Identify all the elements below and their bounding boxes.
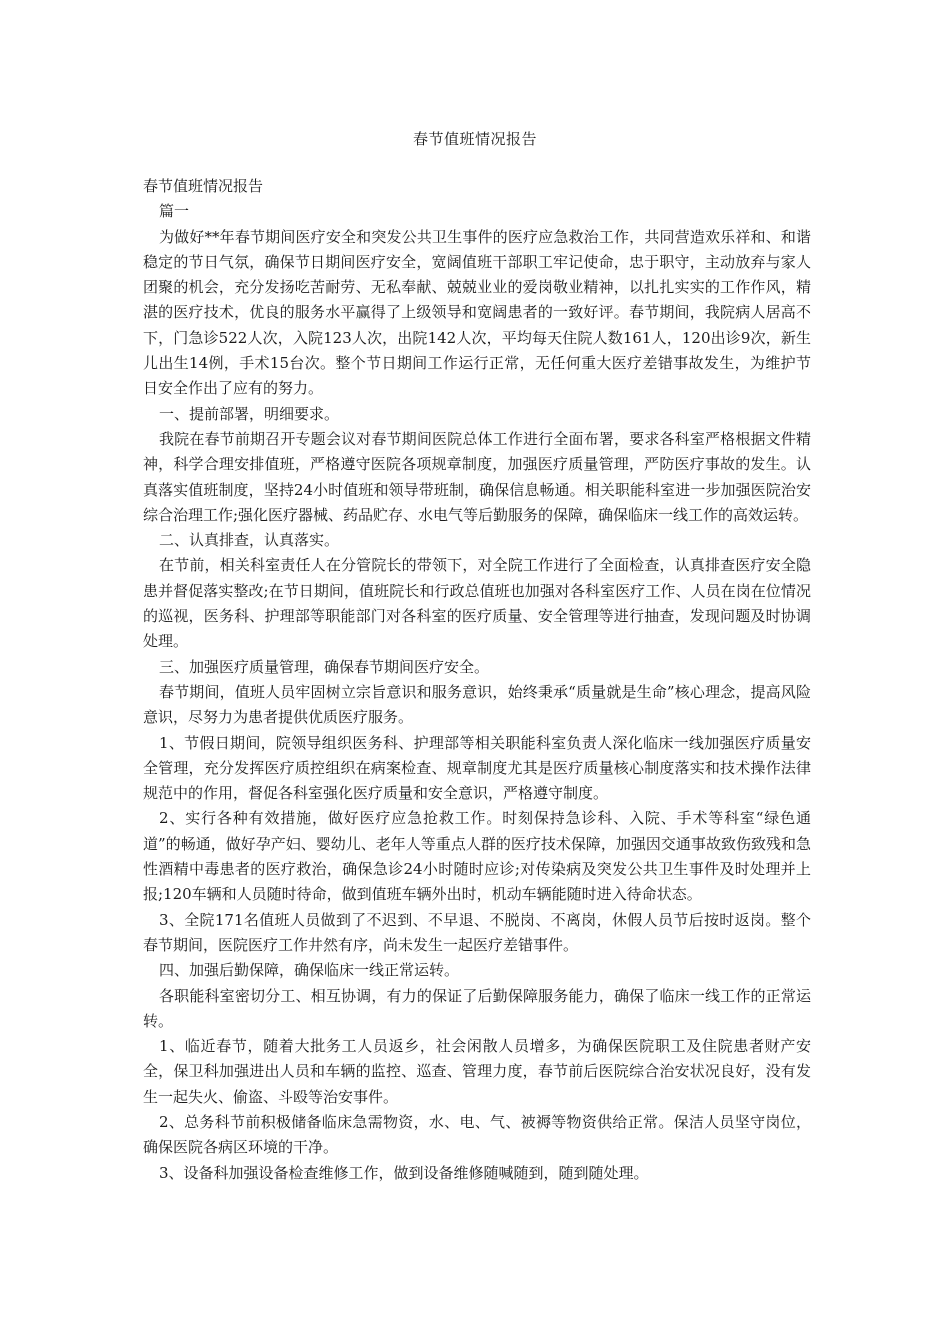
page-title: 春节值班情况报告 (412, 130, 537, 148)
list-item: 1、节假日期间，院领导组织医务科、护理部等相关职能科室负责人深化临床一线加强医疗质量安全管理，充分发挥医疗质控组织在病案检查、规章制度尤其是医疗质量核心制度落实和技术操作法律规范中的作用，督促各科室强化医疗质量和安全意识，严格遵守制度。 (143, 733, 811, 803)
list-item: 2、总务科节前积极储备临床急需物资，水、电、气、被褥等物资供给正常。保洁人员坚守岗位，确保医院各病区环境的干净。 (143, 1112, 811, 1157)
paragraph: 春节期间，值班人员牢固树立宗旨意识和服务意识，始终秉承“质量就是生命”核心理念，提高风险意识，尽努力为患者提供优质医疗服务。 (143, 682, 811, 727)
section-heading-4: 四、加强后勤保障，确保临床一线正常运转。 (159, 961, 460, 980)
list-item: 3、全院171名值班人员做到了不迟到、不早退、不脱岗、不离岗，休假人员节后按时返岗。整个春节期间，医院医疗工作井然有序，尚未发生一起医疗差错事件。 (143, 910, 811, 954)
section-heading-3: 三、加强医疗质量管理，确保春节期间医疗安全。 (159, 657, 490, 676)
list-item: 1、临近春节，随着大批务工人员返乡，社会闲散人员增多，为确保医院职工及住院患者财产安全，保卫科加强进出人员和车辆的监控、巡查、管理力度，春节前后医院综合治安状况良好，没有发生一起失火、偷盗、斗殴等治安事件。 (143, 1037, 811, 1106)
document-subtitle: 春节值班情况报告 (143, 177, 264, 195)
list-item: 3、设备科加强设备检查维修工作，做到设备维修随喊随到，随到随处理。 (159, 1163, 649, 1182)
paragraph: 我院在春节前期召开专题会议对春节期间医院总体工作进行全面布署，要求各科室严格根据文件精神，科学合理安排值班，严格遵守医院各项规章制度，加强医疗质量管理，严防医疗事故的发生。认真落实值班制度，坚持24小时值班和领导带班制，确保信息畅通。相关职能科室进一步加强医院治安综合治理工作;强化医疗器械、药品贮存、水电气等后勤服务的保障，确保临床一线工作的高效运转。 (143, 429, 811, 524)
paragraph-intro: 为做好**年春节期间医疗安全和突发公共卫生事件的医疗应急救治工作，共同营造欢乐祥和、和谐稳定的节日气氛，确保节日期间医疗安全，宽阔值班干部职工牢记使命，忠于职守，主动放弃与家人团聚的机会，充分发扬吃苦耐劳、无私奉献、兢兢业业的爱岗敬业精神，以扎扎实实的工作作风，精湛的医疗技术，优良的服务水平赢得了上级领导和宽阔患者的一致好评。春节期间，我院病人居高不下，门急诊522人次，入院123人次，出院142人次，平均每天住院人数161人，120出诊9次，新生儿出生14例，手术15台次。整个节日期间工作运行正常，无任何重大医疗差错事故发生，为维护节日安全作出了应有的努力。 (143, 227, 811, 398)
section-heading-1: 一、提前部署，明细要求。 (159, 404, 340, 423)
document-body (143, 174, 811, 1186)
section-heading-2: 二、认真排查，认真落实。 (159, 531, 340, 550)
chapter-label: 篇一 (159, 202, 190, 221)
list-item: 2、实行各种有效措施，做好医疗应急抢救工作。时刻保持急诊科、入院、手术等科室“绿色通道”的畅通，做好孕产妇、婴幼儿、老年人等重点人群的医疗技术保障，加强因交通事故致伤致残和急性酒精中毒患者的医疗救治，确保急诊24小时随时应诊;对传染病及突发公共卫生事件及时处理并上报;120车辆和人员随时待命，做到值班车辆外出时，机动车辆能随时进入待命状态。 (143, 809, 811, 904)
paragraph: 在节前，相关科室责任人在分管院长的带领下，对全院工作进行了全面检查，认真排查医疗安全隐患并督促落实整改;在节日期间，值班院长和行政总值班也加强对各科室医疗工作、人员在岗在位情况的巡视，医务科、护理部等职能部门对各科室的医疗质量、安全管理等进行抽查，发现问题及时协调处理。 (143, 556, 811, 651)
paragraph: 各职能科室密切分工、相互协调，有力的保证了后勤保障服务能力，确保了临床一线工作的正常运转。 (143, 986, 811, 1030)
